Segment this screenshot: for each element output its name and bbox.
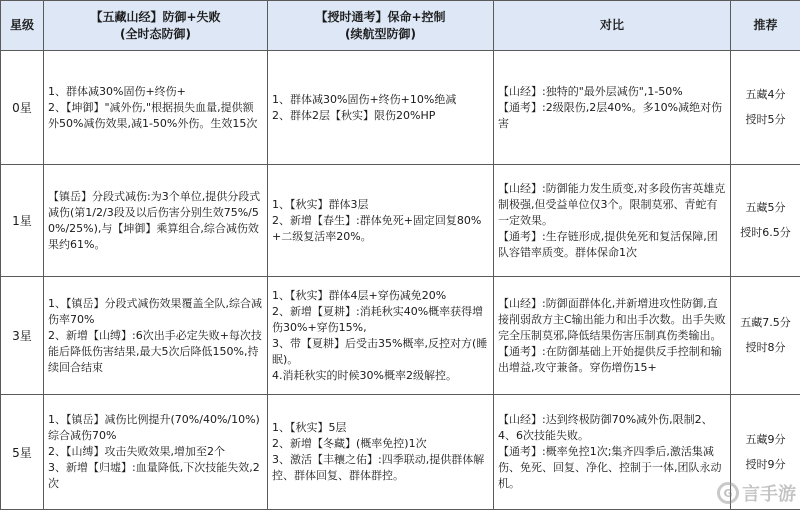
header-compare: 对比 [494, 1, 731, 51]
recommend-cell [731, 277, 800, 395]
recommend-cell [731, 395, 800, 510]
cell-line: 3、带【夏耕】后受击35%概率,反控对方(睡眠)。 [272, 336, 489, 368]
table-row [1, 165, 800, 277]
header-col-b-title: 【授时通考】保命+控制 [268, 9, 493, 26]
header-col-a-subtitle: (全时态防御) [44, 26, 267, 43]
col-a-cell [44, 277, 268, 395]
compare-cell [494, 395, 731, 510]
watermark-text: 言手游 [742, 480, 796, 506]
cell-line: 1、【镇岳】分段式减伤效果覆盖全队,综合减伤率70% [48, 296, 263, 328]
cell-line: 1、群体减30%固伤+终伤+ [48, 84, 263, 100]
cell-line: 【山经】:独特的"最外层减伤",1-50% [498, 84, 726, 100]
header-row [1, 1, 800, 51]
star-level: 1星 [1, 165, 44, 277]
cell-line: 2、新增【春生】:群体免死+固定回复80%+二级复活率20%。 [272, 213, 489, 245]
watermark-logo-icon: G [717, 482, 739, 504]
cell-line: 4.消耗秋实的时候30%概率2级解控。 [272, 368, 489, 384]
cell-line: 【通考】:2级限伤,2层40%。多10%减绝对伤害 [498, 100, 726, 132]
cell-line: 【通考】:在防御基础上开始提供反手控制和输出增益,攻守兼备。穿伤增伤15+ [498, 344, 726, 376]
cell-line: 1、【镇岳】减伤比例提升(70%/40%/10%)综合减伤70% [48, 412, 263, 444]
star-level: 5星 [1, 395, 44, 510]
col-a-cell [44, 395, 268, 510]
recommend-score: 五藏5分 [731, 200, 800, 216]
cell-line: 1、【秋实】5层 [272, 420, 489, 436]
col-b-cell [268, 165, 494, 277]
recommend-score: 五藏9分 [731, 432, 800, 448]
table-row [1, 277, 800, 395]
cell-line: 【山经】:防御能力发生质变,对多段伤害英雄克制极强,但受益单位仅3个。限制莫邪、青蛇有一定效果。 [498, 181, 726, 229]
col-b-cell [268, 51, 494, 165]
recommend-score: 授时9分 [731, 457, 800, 473]
header-col-a [44, 1, 268, 51]
table-row [1, 51, 800, 165]
cell-line: 2、新增【夏耕】:消耗秋实40%概率获得增伤30%+穿伤15%, [272, 304, 489, 336]
cell-line: 【山经】:达到终极防御70%减外伤,限制2、4、6次技能失败。 [498, 412, 726, 444]
col-a-cell [44, 165, 268, 277]
recommend-score: 授时6.5分 [731, 225, 800, 241]
recommend-cell [731, 51, 800, 165]
col-b-cell [268, 395, 494, 510]
header-recommend: 推荐 [731, 1, 800, 51]
cell-line: 2、【山缚】攻击失败效果,增加至2个 [48, 444, 263, 460]
star-level: 0星 [1, 51, 44, 165]
cell-line: 【通考】:概率免控1次;集齐四季后,激活集减伤、免死、回复、净化、控制于一体,团队永动机。 [498, 444, 726, 492]
recommend-cell [731, 165, 800, 277]
star-level: 3星 [1, 277, 44, 395]
header-star: 星级 [1, 1, 44, 51]
recommend-score: 五藏4分 [731, 87, 800, 103]
header-col-a-title: 【五藏山经】防御+失败 [44, 9, 267, 26]
col-b-cell [268, 277, 494, 395]
cell-line: 1、群体减30%固伤+终伤+10%绝减 [272, 92, 489, 108]
cell-line: 1、【秋实】群体4层+穿伤减免20% [272, 288, 489, 304]
cell-line: 2、群体2层【秋实】限伤20%HP [272, 108, 489, 124]
header-col-b [268, 1, 494, 51]
header-col-b-subtitle: (续航型防御) [268, 26, 493, 43]
compare-cell [494, 277, 731, 395]
cell-line: 2、新增【冬藏】(概率免控)1次 [272, 436, 489, 452]
cell-line: 2、新增【山缚】:6次出手必定失败+每次技能后降低伤害结果,最大5次后降低150%,持续回合结束 [48, 328, 263, 376]
cell-line: 【山经】:防御面群体化,并新增进攻性防御,直接削弱敌方主C输出能力和出手次数。出手失败完全压制莫邪,降低结果伤害压制真伤类输出。 [498, 296, 726, 344]
cell-line: 3、新增【归墟】:血量降低,下次技能失效,2次 [48, 460, 263, 492]
recommend-score: 五藏7.5分 [731, 315, 800, 331]
recommend-score: 授时5分 [731, 112, 800, 128]
col-a-cell [44, 51, 268, 165]
recommend-score: 授时8分 [731, 340, 800, 356]
cell-line: 1、【秋实】群体3层 [272, 197, 489, 213]
cell-line: 【通考】:生存链形成,提供免死和复活保障,团队容错率质变。群体保命1次 [498, 229, 726, 261]
cell-line: 3、激活【丰穰之佑】:四季联动,提供群体解控、群体回复、群体群控。 [272, 452, 489, 484]
table-row [1, 395, 800, 510]
compare-cell [494, 165, 731, 277]
cell-line: 2、【坤御】"减外伤,"根据损失血量,提供额外50%减伤效果,减1-50%外伤。生效15次 [48, 100, 263, 132]
compare-cell [494, 51, 731, 165]
cell-line: 【镇岳】分段式减伤:为3个单位,提供分段式减伤(第1/2/3段及以后伤害分别生效75%/50%/25%),与【坤御】乘算组合,综合减伤效果约61%。 [48, 189, 263, 253]
